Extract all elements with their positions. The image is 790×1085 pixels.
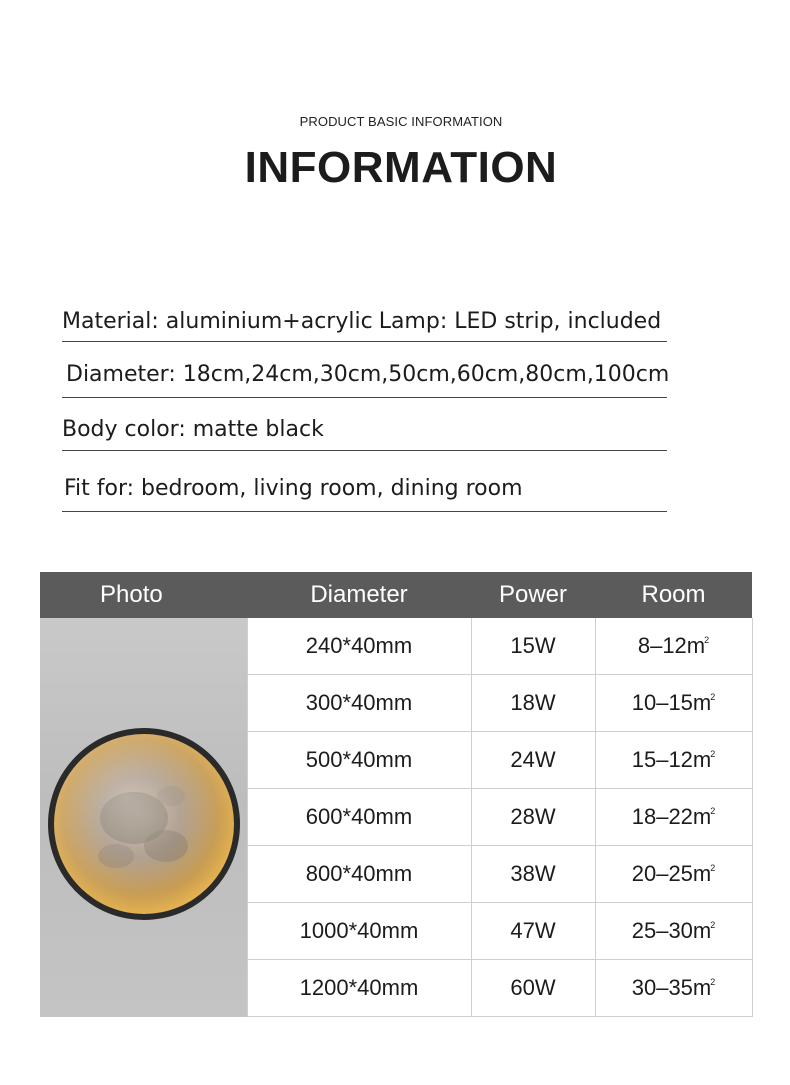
page-subtitle: PRODUCT BASIC INFORMATION <box>299 114 503 129</box>
room-unit-superscript: 2 <box>710 977 716 987</box>
moon-lamp-icon <box>46 726 242 922</box>
room-value: 18–22m <box>631 804 712 829</box>
spec-divider <box>62 450 667 451</box>
cell-diameter: 300*40mm <box>247 675 471 732</box>
spec-divider <box>62 341 667 342</box>
product-photo <box>40 618 247 1017</box>
moon-lamp-image <box>46 726 242 922</box>
cell-diameter: 500*40mm <box>247 732 471 789</box>
room-value: 15–12m <box>631 747 712 772</box>
cell-room <box>595 675 752 732</box>
cell-diameter: 800*40mm <box>247 846 471 903</box>
table-header-row <box>40 572 752 618</box>
cell-room <box>595 960 752 1017</box>
room-value: 20–25m <box>631 861 712 886</box>
spec-body-color: Body color: matte black <box>62 417 324 442</box>
room-unit-superscript: 2 <box>710 863 716 873</box>
spec-divider <box>62 511 667 512</box>
table-row <box>40 618 752 675</box>
spec-divider <box>62 397 667 398</box>
header-diameter: Diameter <box>247 572 471 618</box>
room-value: 25–30m <box>631 918 712 943</box>
cell-power: 18W <box>471 675 595 732</box>
cell-diameter: 600*40mm <box>247 789 471 846</box>
room-value: 10–15m <box>631 690 712 715</box>
cell-room <box>595 903 752 960</box>
cell-room <box>595 846 752 903</box>
header-room: Room <box>595 572 752 618</box>
size-table <box>40 572 753 1017</box>
cell-room <box>595 732 752 789</box>
room-value: 8–12m <box>637 633 706 658</box>
cell-room <box>595 618 752 675</box>
header-photo: Photo <box>40 572 247 618</box>
cell-power: 24W <box>471 732 595 789</box>
room-unit-superscript: 2 <box>710 692 716 702</box>
cell-power: 28W <box>471 789 595 846</box>
spec-material-lamp <box>62 309 667 334</box>
cell-diameter: 240*40mm <box>247 618 471 675</box>
page-title: INFORMATION <box>244 143 558 192</box>
room-value: 30–35m <box>631 975 712 1000</box>
spec-diameter: Diameter: 18cm,24cm,30cm,50cm,60cm,80cm,100cm <box>66 362 670 387</box>
room-unit-superscript: 2 <box>710 920 716 930</box>
cell-power: 47W <box>471 903 595 960</box>
cell-diameter: 1000*40mm <box>247 903 471 960</box>
spec-fit-for: Fit for: bedroom, living room, dining room <box>64 476 523 501</box>
room-unit-superscript: 2 <box>710 749 716 759</box>
cell-power: 60W <box>471 960 595 1017</box>
room-unit-superscript: 2 <box>710 806 716 816</box>
cell-power: 38W <box>471 846 595 903</box>
cell-room <box>595 789 752 846</box>
header-power: Power <box>471 572 595 618</box>
cell-power: 15W <box>471 618 595 675</box>
spec-lamp: Lamp: LED strip, included <box>378 309 662 334</box>
spec-material: Material: aluminium+acrylic <box>62 309 373 334</box>
cell-diameter: 1200*40mm <box>247 960 471 1017</box>
room-unit-superscript: 2 <box>704 635 710 645</box>
